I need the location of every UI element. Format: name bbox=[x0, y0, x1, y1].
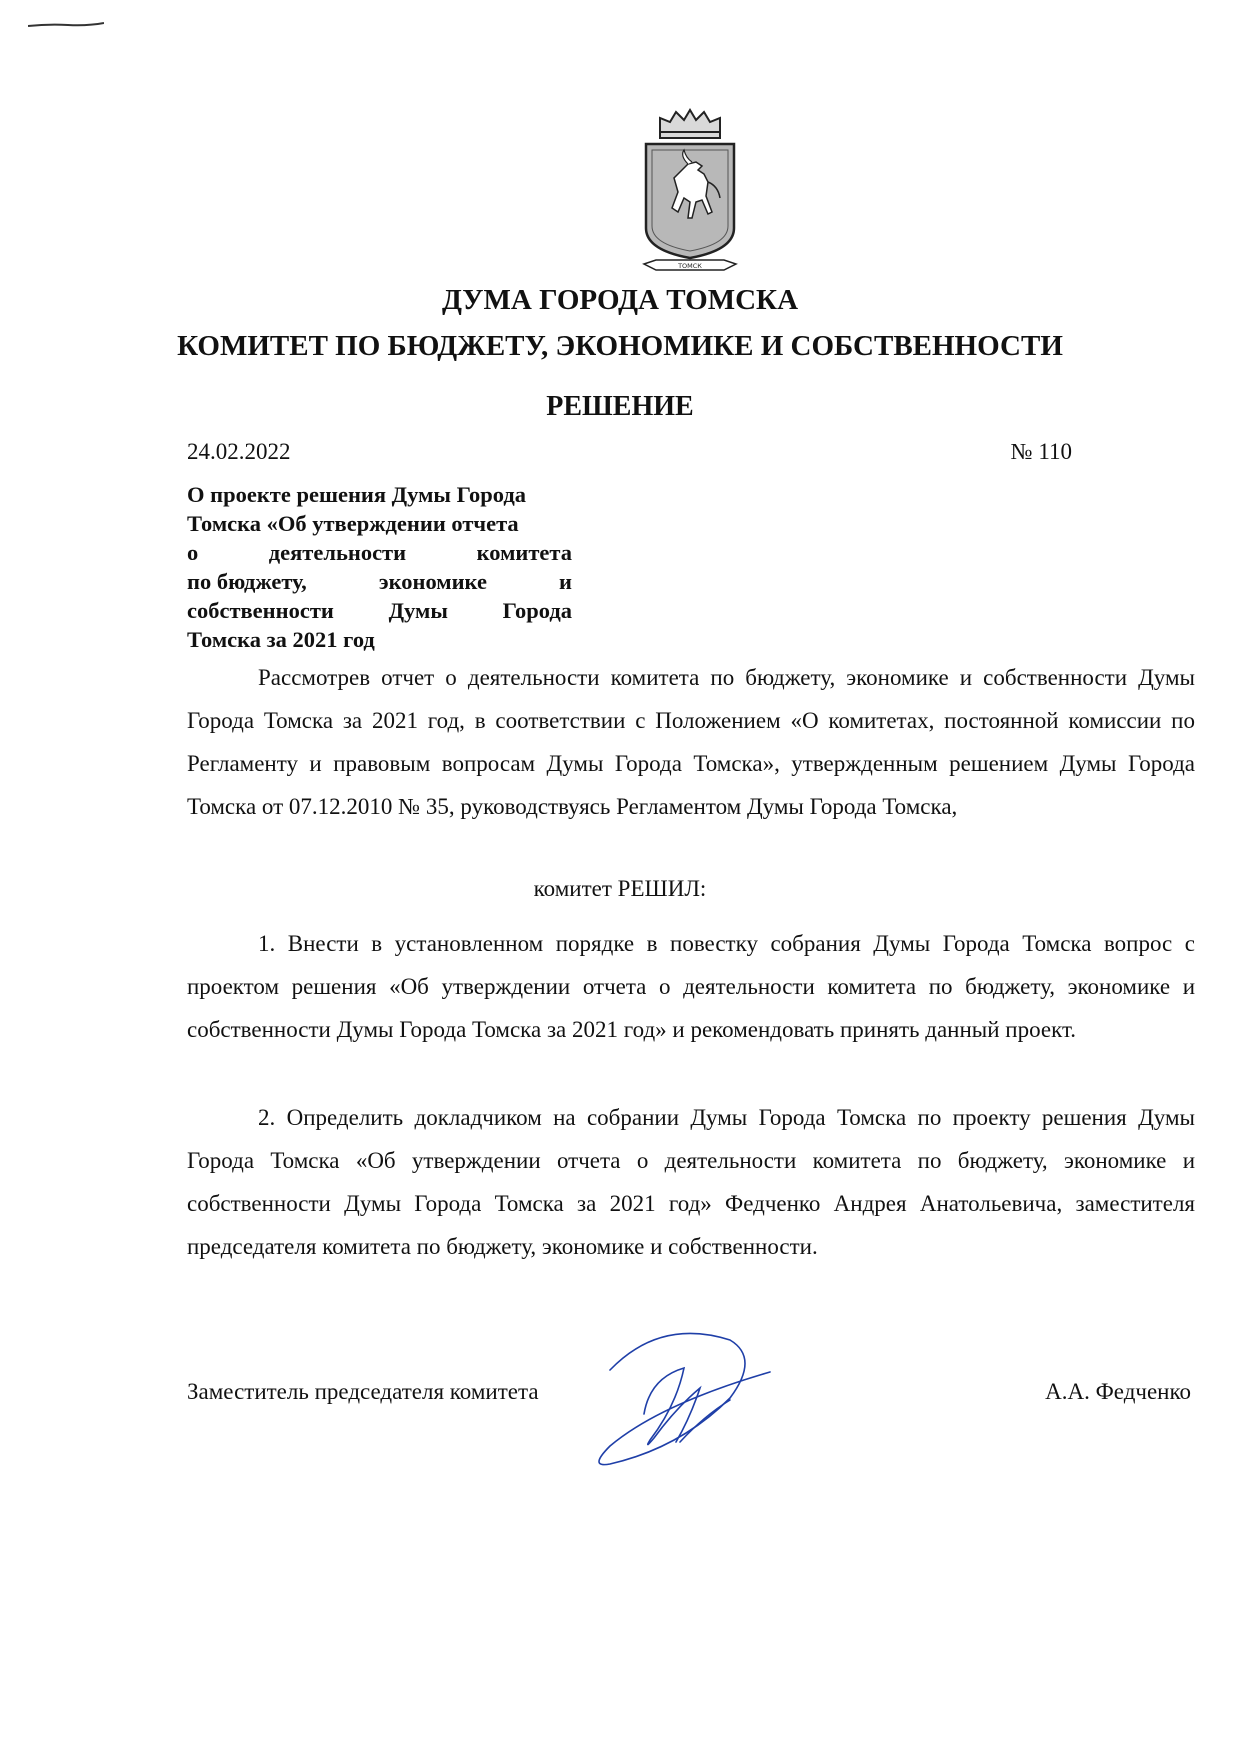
document-date: 24.02.2022 bbox=[187, 439, 291, 464]
subject-line: Томска «Об утверждении отчета bbox=[187, 511, 519, 536]
svg-text:ТОМСК: ТОМСК bbox=[678, 262, 702, 270]
decision-item-2: 2. Определить докладчиком на собрании Думы Города Томска по проекту решения Думы Города Томска «Об утверждении отчета о деятельности комитета по бюджету, экономике и собственности Думы Города Томска за 2021 год» Федченко Андрея Анатольевича, заместителя председателя комитета по бюджету, экономике и собственности. bbox=[187, 1105, 1195, 1259]
decision-item-1: 1. Внести в установленном порядке в повестку собрания Думы Города Томска вопрос с проектом решения «Об утверждении отчета о деятельности комитета по бюджету, экономике и собственности Думы Города Томска за 2021 год» и рекомендовать принять данный проект. bbox=[187, 931, 1195, 1042]
subject-line: Томска за 2021 год bbox=[187, 627, 375, 652]
scan-mark bbox=[28, 22, 104, 28]
subject-line: О проекте решения Думы Города bbox=[187, 482, 526, 507]
preamble-paragraph: Рассмотрев отчет о деятельности комитета по бюджету, экономике и собственности Думы Города Томска за 2021 год, в соответствии с Положением «О комитетах, постоянной комиссии по Регламенту и правовым вопросам Думы Города Томска», утвержденным решением Думы Города Томска от 07.12.2010 № 35, руководствуясь Регламентом Думы Города Томска, bbox=[187, 665, 1195, 819]
city-coat-of-arms-horse-icon bbox=[638, 108, 742, 278]
signatory-name: А.А. Федченко bbox=[1045, 1379, 1191, 1404]
signatory-title: Заместитель председателя комитета bbox=[187, 1379, 539, 1404]
document-type: РЕШЕНИЕ bbox=[546, 391, 694, 422]
committee-title: КОМИТЕТ ПО БЮДЖЕТУ, ЭКОНОМИКЕ И СОБСТВЕННОСТИ bbox=[177, 330, 1063, 362]
handwritten-signature bbox=[580, 1318, 780, 1478]
subject-line: о деятельности комитета bbox=[187, 540, 572, 565]
subject-line: по бюджету, экономике и bbox=[187, 569, 572, 594]
document-subject bbox=[187, 480, 572, 654]
organization-title: ДУМА ГОРОДА ТОМСКА bbox=[441, 284, 799, 316]
resolved-line: комитет РЕШИЛ: bbox=[533, 876, 707, 901]
document-number: № 110 bbox=[1010, 439, 1072, 464]
subject-line: собственности Думы Города bbox=[187, 598, 572, 623]
